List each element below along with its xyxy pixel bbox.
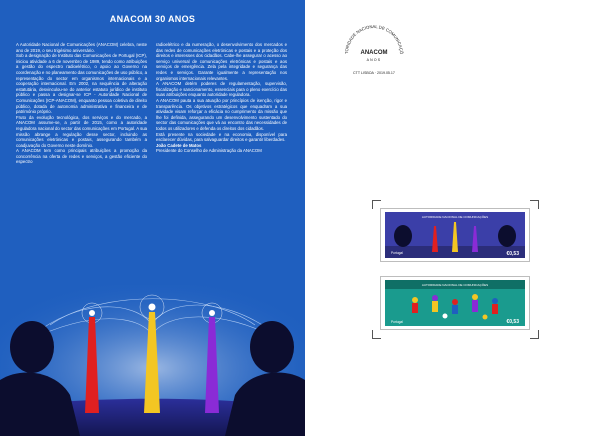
paragraph: Está presente na sociedade e na economia, disponível para esclarecer dúvidas, para salvaguardar direitos e garantir liberdades. [156, 131, 287, 143]
postmark-date: CTT LISBOA · 2019.05.17 [353, 71, 395, 75]
stamp-header: AUTORIDADE NACIONAL DE COMUNICAÇÕES [421, 215, 489, 219]
stamp-image [385, 212, 525, 258]
stamp-image [385, 280, 525, 326]
stamp-value: €0,53 [506, 251, 519, 257]
paragraph: A ANACOM detém poderes de regulamentação, supervisão, fiscalização e sancionamento, essenciais para o pleno exercício das suas atribuições enquanto autoridade reguladora. [156, 81, 287, 98]
illustration-communications [0, 285, 305, 436]
crop-mark [372, 330, 381, 339]
stamp-people [380, 276, 530, 330]
postmark-ring-text: TORIDADE NACIONAL DE COMUNICAÇÕ [343, 23, 405, 55]
paragraph: radioelétrico e da numeração, o desenvolvimento dos mercados e das redes de comunicações eletrónicas e postais e a proteção dos direitos e interesses dos cidadãos. Cabe-lhe assegurar o acesso ao serviço universal de comunicações eletrónicas e postais e aos serviços de emergência. Zela pela integridade e segurança das redes e serviços. Garante igualmente a representação nos organismos internacionais relevantes. [156, 42, 287, 81]
signature-name: João Cadete de Matos [156, 142, 202, 148]
paragraph: Fruto da evolução tecnológica, dos serviços e do mercado, a ANACOM assume-se, a partir de 2015, como a autoridade reguladora nacional do sector das comunicações em Portugal. A sua missão abrange a regulação desse sector, incluindo as comunicações eletrónicas e postais, assegurando também a coadjuvação do Governo neste domínio. [16, 114, 147, 148]
postmark-logo-sub: ANOS [366, 58, 382, 62]
stamp-country: Portugal [391, 320, 403, 324]
postmark-logo: ANACOM [360, 50, 388, 56]
paragraph: A ANACOM pauta a sua atuação por princípios de isenção, rigor e transparência. Os objetivos estratégicos que enquadram a sua atividade visam reforçar a eficácia no cumprimento da missão que lhe foi definida, assegurando um desenvolvimento sustentado do sector das comunicações que vá ao encontro das necessidades de todos os utilizadores e defenda os direitos dos cidadãos. [156, 97, 287, 131]
postmark-seal [338, 14, 410, 86]
signature-role: Presidente do Conselho de Administração da ANACOM [156, 148, 262, 154]
paragraph: A Autoridade Nacional de Comunicações (ANACOM) celebra, neste ano de 2019, o seu trigésimo aniversário. [16, 42, 147, 53]
stamp-heads [380, 208, 530, 262]
stamp-value: €0,53 [506, 319, 519, 325]
stamp-header: AUTORIDADE NACIONAL DE COMUNICAÇÕES [421, 283, 489, 287]
crop-mark [530, 330, 539, 339]
text-column-b [156, 42, 287, 154]
text-column-a [16, 42, 147, 165]
paragraph: A ANACOM tem como principais atribuições a promoção da concorrência na oferta de redes e serviços, a gestão eficiente do espectro [16, 148, 147, 165]
paragraph: Sob a designação de Instituto das Comunicações de Portugal (ICP), iniciou atividade a 6 de novembro de 1989, tendo como atribuições a gestão do espectro radioelétrico, o apoio ao Governo na coordenação e no planeamento das comunicações de uso público, a representação do sector em organismos internacionais e a cooperação internacional. Em 2002, na sequência de alteração estatutária, desvinculou-se do anterior estatuto jurídico de instituto público e passa a designar-se ICP - Autoridade Nacional de Comunicações (ICP-ANACOM), enquanto pessoa coletiva de direito público, dotada de autonomia administrativa e financeira e de património próprio. [16, 53, 147, 115]
page-title: ANACOM 30 ANOS [109, 14, 196, 24]
crop-mark [530, 200, 539, 209]
stamp-country: Portugal [391, 251, 403, 255]
